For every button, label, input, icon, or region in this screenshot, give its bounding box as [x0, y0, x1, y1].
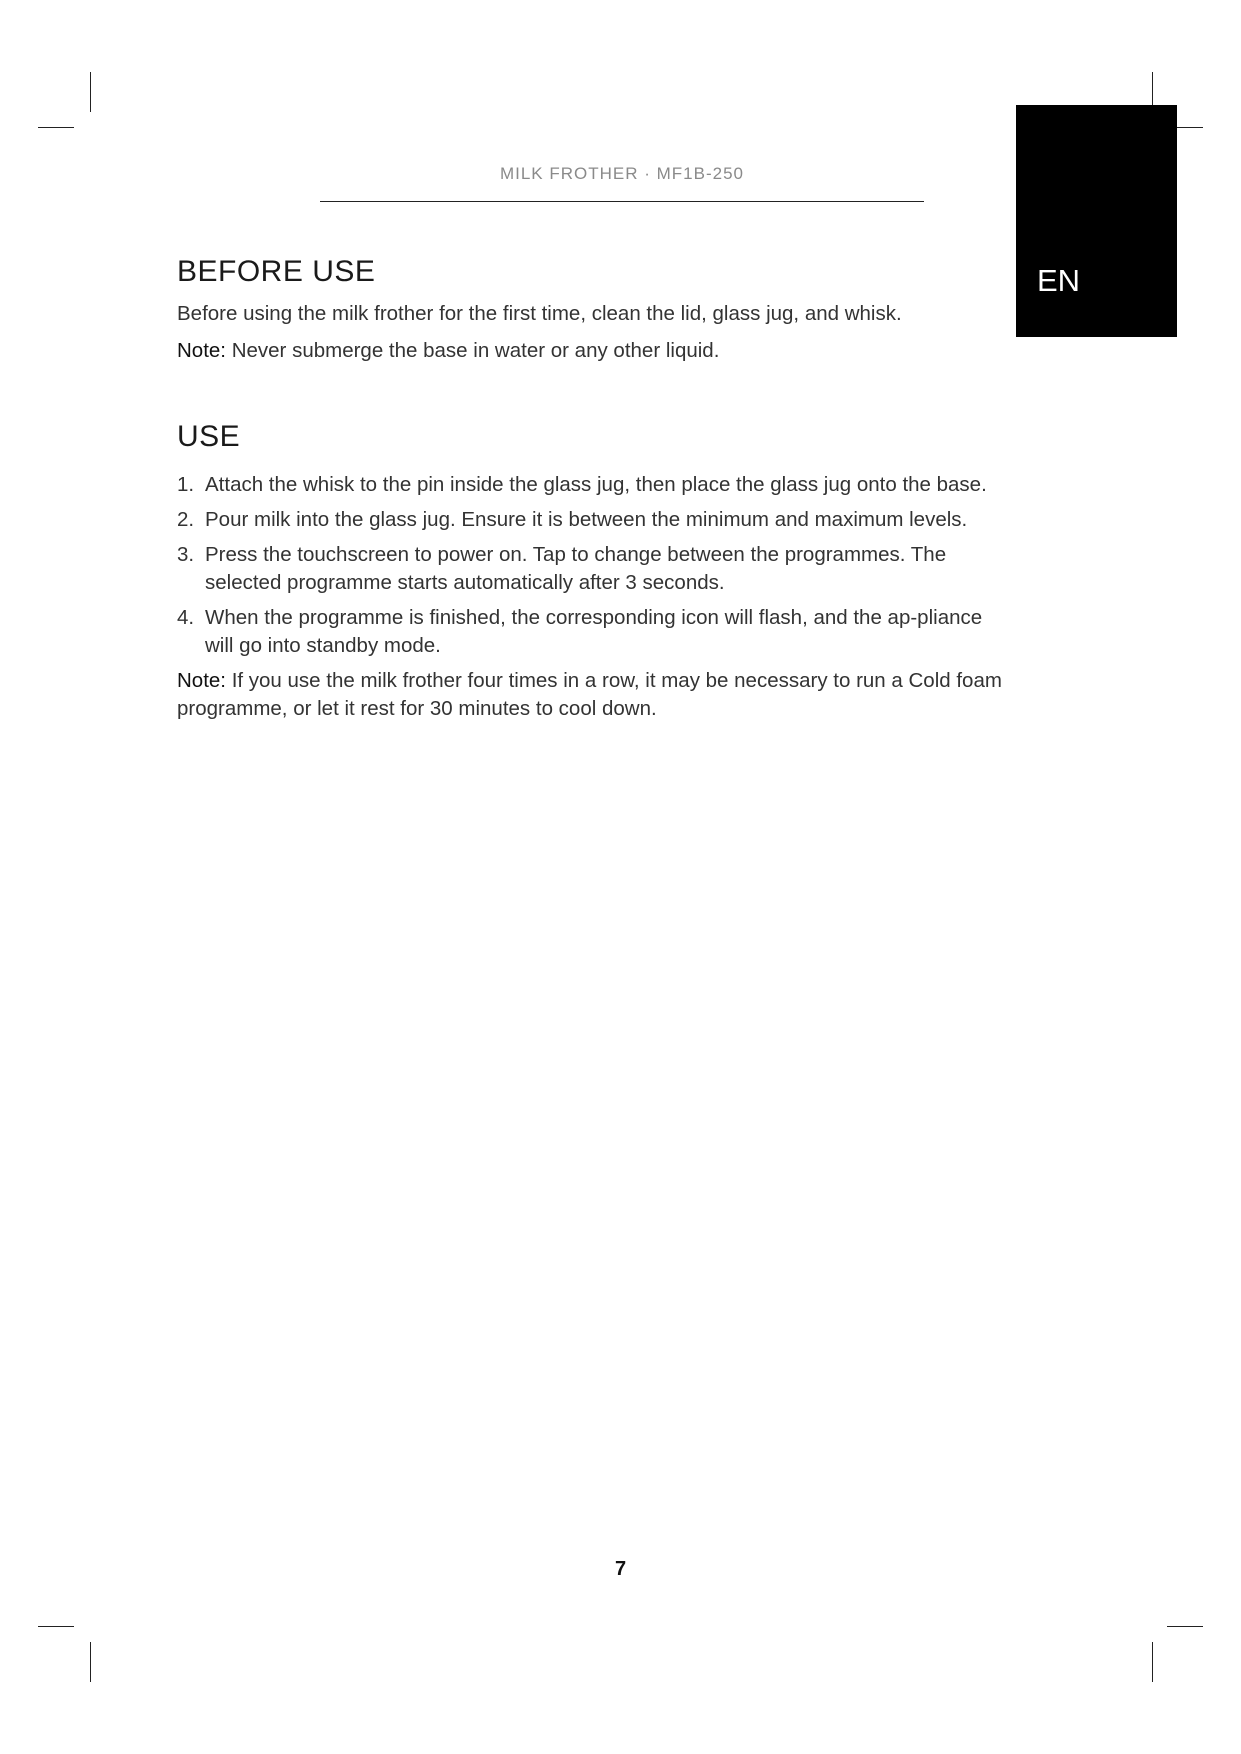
use-note [177, 667, 1007, 723]
list-item [177, 471, 1007, 499]
crop-mark [90, 1642, 91, 1682]
use-heading: USE [177, 420, 241, 453]
list-item [177, 506, 1007, 534]
step-number: 3. [177, 543, 195, 566]
step-number: 4. [177, 606, 195, 629]
crop-mark [1152, 1642, 1153, 1682]
note-label: Note: [177, 339, 226, 362]
step-number: 1. [177, 473, 195, 496]
use-steps-list [177, 471, 1007, 660]
note-text: Never submerge the base in water or any other liquid. [226, 339, 720, 362]
step-text: Attach the whisk to the pin inside the glass jug, then place the glass jug onto the base. [205, 473, 987, 496]
page-number: 7 [614, 1558, 627, 1580]
list-item [177, 604, 1007, 660]
note-label: Note: [177, 669, 226, 692]
language-tab-label: EN [1037, 263, 1081, 298]
step-text: Pour milk into the glass jug. Ensure it is between the minimum and maximum levels. [205, 508, 968, 531]
step-number: 2. [177, 508, 195, 531]
note-text: If you use the milk frother four times in a row, it may be necessary to run a Cold foam programme, or let it rest for 30 minutes to cool down. [177, 669, 1002, 720]
language-tab [1016, 105, 1177, 337]
crop-mark [38, 1626, 74, 1627]
step-text: Press the touchscreen to power on. Tap to change between the programmes. The selected programme starts automatically after 3 seconds. [205, 543, 947, 594]
use-section [177, 419, 1007, 723]
crop-mark [90, 72, 91, 112]
crop-mark [1167, 1626, 1203, 1627]
page-content [177, 254, 1007, 723]
crop-mark [38, 127, 74, 128]
header-divider [320, 201, 924, 202]
list-item [177, 541, 1007, 597]
before-use-note [177, 337, 1007, 365]
running-header: MILK FROTHER · MF1B-250 [499, 164, 745, 183]
before-use-text: Before using the milk frother for the first time, clean the lid, glass jug, and whisk. [177, 302, 902, 325]
before-use-section [177, 254, 1007, 365]
before-use-heading: BEFORE USE [177, 255, 376, 288]
step-text: When the programme is finished, the corresponding icon will flash, and the ap-pliance will go into standby mode. [205, 606, 983, 657]
